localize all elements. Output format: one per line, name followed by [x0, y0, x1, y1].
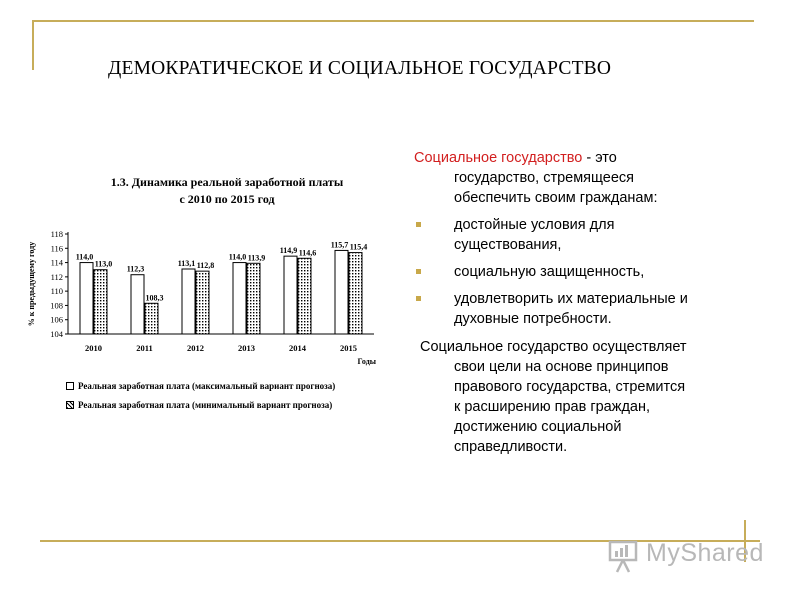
- lead-rest-2: государство, стремящееся: [454, 170, 635, 186]
- data-label: 114,0: [75, 252, 94, 262]
- top-rule: [32, 20, 754, 22]
- y-tick-label: 118: [50, 229, 63, 239]
- legend-swatch-min: [66, 401, 74, 409]
- bar-min: [94, 270, 107, 334]
- lead-term: Социальное государство: [414, 150, 583, 166]
- legend-item-min: [66, 395, 335, 414]
- legend-label-max: Реальная заработная плата (максимальный вариант прогноза): [78, 380, 336, 391]
- bullet-item: социальную защищенность,: [414, 262, 774, 282]
- definition-text: [414, 148, 774, 457]
- bar-max: [233, 263, 246, 334]
- data-label: 114,6: [298, 248, 317, 258]
- x-axis-label: Годы: [357, 357, 376, 366]
- chart-figure: [22, 168, 392, 418]
- data-label: 112,8: [196, 261, 215, 271]
- bullet-item: достойные условия для существования,: [414, 215, 774, 255]
- chart-title-line-2: с 2010 по 2015 год: [179, 192, 275, 206]
- data-label: 113,9: [247, 253, 266, 263]
- bar-min: [196, 271, 209, 334]
- bullet-square-icon: [416, 222, 421, 227]
- bullet-item: удовлетворить их материальные и духовные потребности.: [414, 289, 774, 329]
- y-tick-label: 110: [50, 286, 63, 297]
- chart-legend: [66, 376, 335, 414]
- closing-paragraph: Социальное государство осуществляет свои цели на основе принципов правового государства, стремится к расширению прав граждан, достижению социальной справедливости.: [420, 339, 687, 455]
- x-category-label: 2015: [340, 343, 357, 353]
- bar-min: [349, 253, 362, 334]
- bullet-list: [414, 215, 774, 329]
- y-tick-label: 108: [50, 300, 63, 311]
- lead-rest-1: - это: [582, 150, 617, 166]
- data-label: 112,3: [126, 264, 145, 274]
- data-label: 114,9: [279, 246, 298, 256]
- lead-rest-3: обеспечить своим гражданам:: [454, 190, 658, 206]
- data-label: 115,7: [330, 240, 349, 250]
- bullet-square-icon: [416, 269, 421, 274]
- logo-text: MyShared: [646, 539, 764, 567]
- bar-min: [298, 258, 311, 334]
- bar-max: [284, 256, 297, 334]
- myshared-logo: [606, 536, 776, 576]
- legend-item-max: [66, 376, 335, 395]
- top-left-rule: [32, 20, 34, 70]
- lead-paragraph: [414, 148, 774, 208]
- x-category-label: 2014: [289, 343, 306, 353]
- bar-min: [145, 303, 158, 334]
- bar-max: [131, 275, 144, 334]
- chart-title-line-1: 1.3. Динамика реальной заработной платы: [110, 175, 344, 189]
- data-label: 108,3: [145, 293, 164, 303]
- presentation-board-icon: [606, 538, 642, 574]
- x-category-label: 2010: [85, 343, 102, 353]
- bar-max: [182, 269, 195, 334]
- bullet-square-icon: [416, 296, 421, 301]
- x-category-label: 2012: [187, 343, 204, 353]
- x-category-label: 2011: [136, 343, 153, 353]
- legend-label-min: Реальная заработная плата (минимальный вариант прогноза): [78, 399, 333, 410]
- y-axis-label: % к предыдущему году: [27, 241, 36, 327]
- data-label: 115,4: [349, 242, 368, 252]
- y-tick-label: 114: [50, 257, 63, 268]
- y-tick-label: 106: [50, 314, 63, 325]
- y-tick-label: 104: [50, 329, 63, 339]
- bar-max: [335, 250, 348, 334]
- legend-swatch-max: [66, 382, 74, 390]
- data-label: 113,1: [177, 259, 196, 268]
- x-category-label: 2013: [238, 343, 255, 353]
- y-tick-label: 112: [50, 271, 63, 282]
- bar-max: [80, 263, 93, 334]
- slide-title: ДЕМОКРАТИЧЕСКОЕ И СОЦИАЛЬНОЕ ГОСУДАРСТВО: [108, 58, 612, 79]
- data-label: 114,0: [228, 252, 247, 262]
- data-label: 113,0: [94, 259, 113, 269]
- bar-min: [247, 263, 260, 334]
- y-tick-label: 116: [50, 243, 63, 254]
